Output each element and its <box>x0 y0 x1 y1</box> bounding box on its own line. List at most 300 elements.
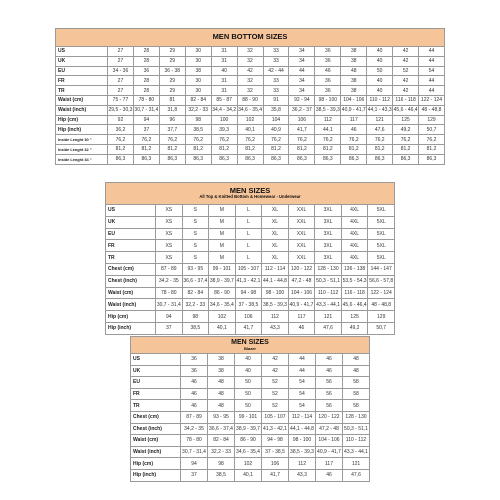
row-label: Waist (cm) <box>106 287 156 299</box>
table-cell: 37 <box>133 125 159 135</box>
table-cell: 81,2 <box>108 144 134 154</box>
table-cell: 47,6 <box>343 469 370 481</box>
table-cell: 49,2 <box>393 125 419 135</box>
table-cell: 54 <box>419 66 445 76</box>
table-cell: 86,3 <box>133 154 159 164</box>
table-cell: 42 <box>393 86 419 96</box>
table-cell: 42 <box>262 354 289 366</box>
table-cell: 42 <box>393 56 419 66</box>
table-cell: 33 <box>263 47 289 57</box>
table-row <box>106 205 395 217</box>
table-cell: 44,1 <box>315 125 341 135</box>
table-cell: 27 <box>108 47 134 57</box>
table-cell: 34,6 - 35,4 <box>238 107 263 114</box>
row-label: US <box>106 205 156 217</box>
table-cell: 43,3 - 44,1 <box>315 299 342 311</box>
table-cell: 86 - 90 <box>209 287 236 299</box>
table-cell: 34,2 - 35 <box>181 423 208 435</box>
table-cell: XXL <box>288 240 315 252</box>
table-cell: 56,6 - 57,8 <box>368 275 395 287</box>
table-cell: XS <box>156 228 183 240</box>
table-cell: 75 - 77 <box>108 95 134 105</box>
table-cell: 41,3 - 42,1 <box>262 423 289 435</box>
table-cell: S <box>182 205 209 217</box>
row-label: Chest (inch) <box>106 275 156 287</box>
table-cell: 58 <box>343 400 370 412</box>
table-cell: 34 <box>289 47 315 57</box>
table-cell: 32 <box>237 86 263 96</box>
table-row <box>56 95 445 105</box>
table-cell: 52 <box>262 377 289 389</box>
table-cell: XXL <box>288 228 315 240</box>
table-row <box>131 423 370 435</box>
table-cell: 125 <box>341 311 368 323</box>
table-cell: 27 <box>108 76 134 86</box>
table-cell: XS <box>156 252 183 264</box>
table-cell: 129 <box>419 115 445 125</box>
table-cell: 31 <box>211 47 237 57</box>
table-cell: 4XL <box>341 216 368 228</box>
table-cell: 29,5 - 30,3 <box>108 107 133 114</box>
table-cell: 81,2 <box>315 144 341 154</box>
table-cell: 43,3 - 44,1 <box>343 446 370 458</box>
table-cell: 50,7 <box>419 125 445 135</box>
table-cell: 47,6 <box>367 125 393 135</box>
table-cell: 32 <box>237 56 263 66</box>
table-cell: 86,3 <box>211 154 237 164</box>
table-cell: 38 <box>341 76 367 86</box>
table-cell: 76,2 <box>133 135 159 145</box>
table-row <box>56 56 445 66</box>
table-row <box>106 299 395 311</box>
table-cell: 98 - 100 <box>262 287 289 299</box>
table-cell: 76,2 <box>393 135 419 145</box>
table-cell: 46 <box>181 377 208 389</box>
table-cell: 76,2 <box>185 135 211 145</box>
table-cell: 78 - 80 <box>133 95 159 105</box>
row-label: Inside Lenght 30 " <box>56 135 108 145</box>
table-row <box>56 115 445 125</box>
table-cell: 121 <box>367 115 393 125</box>
table-row <box>106 228 395 240</box>
table-cell: 30,7 - 31,4 <box>134 107 159 114</box>
table-cell: 112 - 114 <box>289 411 316 423</box>
table-cell: 104 - 106 <box>316 435 343 447</box>
table-cell: 47,2 - 48 <box>316 423 343 435</box>
table-cell: XL <box>262 252 289 264</box>
table-cell: 3XL <box>315 216 342 228</box>
table-cell: 76,2 <box>419 135 445 145</box>
table-cell: 52 <box>393 66 419 76</box>
table-cell: 31 <box>211 86 237 96</box>
row-label: TR <box>56 86 108 96</box>
table-cell: 76,2 <box>367 135 393 145</box>
table-cell: 34 <box>289 76 315 86</box>
table-cell: 38 <box>341 86 367 96</box>
row-label: Hip (inch) <box>131 469 181 481</box>
table-cell: 44,1 - 43,3 <box>367 107 392 114</box>
table-cell: 58 <box>343 388 370 400</box>
table-title-row <box>106 183 395 205</box>
table-cell: 38,5 - 39,3 <box>262 299 289 311</box>
table-cell: 53,5 - 54,3 <box>341 275 368 287</box>
table-cell: 42 <box>262 365 289 377</box>
table-cell: 94 <box>156 311 183 323</box>
table-row <box>56 105 445 115</box>
table-cell: 112 <box>262 311 289 323</box>
table-cell: 112 <box>315 115 341 125</box>
table-cell: 48 <box>208 388 235 400</box>
table-cell: 110 - 112 <box>367 95 393 105</box>
table-row <box>106 216 395 228</box>
table-cell: 86 - 90 <box>235 435 262 447</box>
table-cell: 76,2 <box>341 135 367 145</box>
table-cell: 48 <box>343 365 370 377</box>
table-cell: 40,9 - 41,7 <box>288 299 315 311</box>
table-cell: L <box>235 205 262 217</box>
table-cell: 48 - 48,8 <box>368 299 395 311</box>
table-cell: 28 <box>133 47 159 57</box>
table-cell: 30 <box>185 86 211 96</box>
table-cell: 44,1 - 44,8 <box>289 423 316 435</box>
table-row <box>106 252 395 264</box>
table-cell: 85 - 87 <box>211 95 237 105</box>
table-cell: 38,5 <box>182 322 209 334</box>
table-cell: 4XL <box>341 240 368 252</box>
table-cell: 46 <box>288 322 315 334</box>
table-cell: XL <box>262 216 289 228</box>
table-cell: 104 - 106 <box>288 287 315 299</box>
table-cell: 98 <box>185 115 211 125</box>
table-cell: 36 <box>315 86 341 96</box>
table-cell: M <box>209 205 236 217</box>
table-cell: 50,3 - 51,1 <box>315 275 342 287</box>
table-cell: 29 <box>159 56 185 66</box>
table-cell: 5XL <box>368 252 395 264</box>
table-cell: 36 <box>181 365 208 377</box>
table-cell: 40 <box>367 76 393 86</box>
table-cell: 41,3 - 42,1 <box>235 275 262 287</box>
table-row <box>106 240 395 252</box>
table-cell: 47,6 <box>315 322 342 334</box>
table-cell: 41,7 <box>262 469 289 481</box>
table-cell: 86,3 <box>289 154 315 164</box>
table-cell: L <box>235 228 262 240</box>
table-cell: XXL <box>288 205 315 217</box>
table-cell: 34,2 - 35 <box>156 275 183 287</box>
table-title-row <box>131 337 370 354</box>
table-cell: 36,6 - 37,4 <box>182 275 209 287</box>
table-cell: 44 <box>289 365 316 377</box>
table-cell: 30 <box>185 47 211 57</box>
row-label: EU <box>106 228 156 240</box>
table-cell: 81,2 <box>263 144 289 154</box>
table-cell: 36 <box>181 354 208 366</box>
table-cell: M <box>209 228 236 240</box>
table-cell: 5XL <box>368 240 395 252</box>
table-cell: 37 - 38,5 <box>262 446 289 458</box>
table-cell: 54 <box>289 388 316 400</box>
table-row <box>131 400 370 412</box>
table-title-text: MEN SIZES <box>231 338 269 346</box>
table-cell: 81,2 <box>211 144 237 154</box>
table-cell: 48 <box>208 377 235 389</box>
table-cell: 45,6 - 46,4 <box>393 107 418 114</box>
table-title <box>106 183 395 205</box>
row-label: Waist (inch) <box>131 446 181 458</box>
table-cell: 35,8 <box>263 105 289 115</box>
table-cell: 104 - 106 <box>341 95 367 105</box>
table-cell: 46 <box>316 469 343 481</box>
table-row <box>56 76 445 86</box>
table-cell: 54 <box>289 400 316 412</box>
table-cell: 4XL <box>341 252 368 264</box>
row-label: Hip (cm) <box>106 311 156 323</box>
table-cell: 41,7 <box>289 125 315 135</box>
table-cell: 38,9 - 39,7 <box>209 275 236 287</box>
table-cell: 117 <box>341 115 367 125</box>
row-label: EU <box>131 377 181 389</box>
table-cell: 81,2 <box>367 144 393 154</box>
table-cell: 121 <box>315 311 342 323</box>
table-cell: 42 <box>393 76 419 86</box>
table-cell: 116 - 118 <box>341 287 368 299</box>
table-cell: 44,1 - 44,8 <box>262 275 289 287</box>
table-cell: 76,2 <box>211 135 237 145</box>
men-blazer-sizes-table <box>130 336 370 482</box>
table-cell: 34,4 - 34,2 <box>212 107 237 114</box>
table-cell: L <box>235 252 262 264</box>
table-row <box>106 275 395 287</box>
table-cell: 122 - 124 <box>368 287 395 299</box>
table-cell: 44 <box>419 47 445 57</box>
table-cell: 98 - 100 <box>315 95 341 105</box>
table-cell: 43,3 <box>289 469 316 481</box>
table-cell: 38 <box>208 365 235 377</box>
table-cell: 46 <box>181 388 208 400</box>
table-row <box>131 411 370 423</box>
table-cell: 29 <box>159 76 185 86</box>
table-cell: M <box>209 216 236 228</box>
table-cell: 31 <box>211 56 237 66</box>
table-cell: 32,2 - 33 <box>185 105 211 115</box>
table-cell: 36 <box>315 76 341 86</box>
table-cell: 38,9 - 39,7 <box>235 423 262 435</box>
table-cell: 36 <box>315 47 341 57</box>
table-cell: 136 - 138 <box>341 263 368 275</box>
table-cell: XL <box>262 240 289 252</box>
row-label: Inside Lenght 34 " <box>56 154 108 164</box>
table-title-text: MEN SIZES <box>229 186 271 196</box>
table-cell: S <box>182 216 209 228</box>
table-cell: 76,2 <box>159 135 185 145</box>
table-cell: 42 <box>237 66 263 76</box>
table-cell: 82 - 84 <box>208 435 235 447</box>
table-cell: 117 <box>288 311 315 323</box>
table-cell: 81,2 <box>133 144 159 154</box>
table-cell: 104 <box>263 115 289 125</box>
table-cell: L <box>235 240 262 252</box>
table-title-text: MEN BOTTOM SIZES <box>212 32 288 42</box>
row-label: Hip (inch) <box>56 125 108 135</box>
table-cell: 50 <box>235 377 262 389</box>
table-cell: 99 - 101 <box>209 263 236 275</box>
table-cell: 34 <box>289 56 315 66</box>
table-cell: 112 - 114 <box>262 263 289 275</box>
table-row <box>56 66 445 76</box>
table-cell: 31,8 <box>159 105 185 115</box>
table-cell: 91 <box>263 95 289 105</box>
table-cell: 46 <box>315 66 341 76</box>
table-cell: 4XL <box>341 205 368 217</box>
row-label: UK <box>56 56 108 66</box>
table-cell: 50,7 <box>368 322 395 334</box>
table-cell: 78 - 80 <box>156 287 183 299</box>
table-cell: 82 - 84 <box>185 95 211 105</box>
table-cell: 42 <box>393 47 419 57</box>
table-cell: 32,2 - 33 <box>208 446 235 458</box>
table-cell: 128 - 130 <box>343 411 370 423</box>
table-cell: 81,2 <box>185 144 211 154</box>
table-cell: 48 <box>341 66 367 76</box>
table-cell: 48 <box>343 354 370 366</box>
table-cell: 94 <box>181 458 208 470</box>
table-cell: 41,7 <box>235 322 262 334</box>
table-row <box>131 388 370 400</box>
table-cell: 38,5 <box>185 125 211 135</box>
table-cell: 87 - 89 <box>156 263 183 275</box>
table-cell: 58 <box>343 377 370 389</box>
table-cell: 93 - 95 <box>182 263 209 275</box>
row-label: Hip (cm) <box>56 115 108 125</box>
table-cell: 37 <box>156 322 183 334</box>
table-cell: 120 - 122 <box>288 263 315 275</box>
table-cell: 92 <box>108 115 134 125</box>
table-cell: 44 <box>289 66 315 76</box>
table-cell: 122 - 124 <box>419 95 445 105</box>
table-cell: 3XL <box>315 228 342 240</box>
table-cell: 3XL <box>315 205 342 217</box>
row-label: Hip (cm) <box>131 458 181 470</box>
table-cell: 110 - 112 <box>315 287 342 299</box>
row-label: TR <box>131 400 181 412</box>
table-cell: 36,6 - 37,4 <box>208 423 235 435</box>
table-cell: 106 <box>262 458 289 470</box>
table-subtitle: All Top & Knitted Bottom & Homewear - Underwear <box>199 194 301 200</box>
table-cell: 86,3 <box>263 154 289 164</box>
table-cell: 30,7 - 31,4 <box>181 446 208 458</box>
table-row <box>56 47 445 57</box>
table-row <box>131 354 370 366</box>
table-cell: 47,2 - 48 <box>288 275 315 287</box>
table-cell: 30 <box>185 56 211 66</box>
table-cell: 33 <box>263 56 289 66</box>
table-title <box>131 337 370 354</box>
table-cell: 86,3 <box>367 154 393 164</box>
table-cell: 120 - 122 <box>316 411 343 423</box>
table-cell: 38 <box>341 47 367 57</box>
table-cell: 3XL <box>315 252 342 264</box>
table-cell: 76,2 <box>108 135 134 145</box>
table-cell: 29 <box>159 47 185 57</box>
table-cell: 32 <box>237 47 263 57</box>
table-cell: M <box>209 240 236 252</box>
table-cell: 86,3 <box>419 154 445 164</box>
table-cell: XL <box>262 228 289 240</box>
table-cell: 81,2 <box>159 144 185 154</box>
table-cell: 37 <box>181 469 208 481</box>
table-cell: 86,3 <box>237 154 263 164</box>
row-label: Inside Lenght 32 " <box>56 144 108 154</box>
table-cell: 86,3 <box>185 154 211 164</box>
table-cell: 102 <box>237 115 263 125</box>
table-cell: 81,2 <box>289 144 315 154</box>
table-cell: 86,3 <box>341 154 367 164</box>
table-cell: 102 <box>209 311 236 323</box>
table-cell: 106 <box>289 115 315 125</box>
table-cell: 46 <box>316 365 343 377</box>
table-cell: 98 <box>182 311 209 323</box>
table-cell: 86,3 <box>159 154 185 164</box>
table-cell: S <box>182 252 209 264</box>
row-label: Hip (inch) <box>106 322 156 334</box>
table-cell: 34 - 36 <box>108 66 134 76</box>
table-cell: 34 <box>289 86 315 96</box>
row-label: Chest (cm) <box>131 411 181 423</box>
table-cell: 5XL <box>368 216 395 228</box>
table-cell: XS <box>156 205 183 217</box>
table-cell: 39,3 <box>211 125 237 135</box>
table-cell: 92 - 94 <box>289 95 315 105</box>
table-cell: 37 - 38,5 <box>235 299 262 311</box>
table-cell: 93 - 95 <box>208 411 235 423</box>
table-cell: 30,7 - 31,4 <box>156 299 183 311</box>
table-subtitle: Blazer <box>243 345 256 351</box>
table-cell: 38,5 <box>208 469 235 481</box>
table-cell: 36,2 <box>108 125 134 135</box>
table-cell: 81,2 <box>341 144 367 154</box>
table-cell: 125 <box>393 115 419 125</box>
row-label: UK <box>106 216 156 228</box>
table-cell: 56 <box>316 377 343 389</box>
table-row <box>131 377 370 389</box>
table-cell: 38 <box>341 56 367 66</box>
table-cell: 34,6 - 35,4 <box>235 446 262 458</box>
table-row <box>106 263 395 275</box>
table-cell: 38,5 - 39,3 <box>289 446 316 458</box>
row-label: US <box>56 47 108 57</box>
table-cell: 86,3 <box>393 154 419 164</box>
table-cell: 100 <box>211 115 237 125</box>
table-cell: 50 <box>235 388 262 400</box>
table-cell: XS <box>156 240 183 252</box>
table-cell: 94 - 98 <box>235 287 262 299</box>
table-cell: 98 - 100 <box>289 435 316 447</box>
table-cell: 50,3 - 51,1 <box>343 423 370 435</box>
table-cell: 52 <box>262 400 289 412</box>
table-cell: 3XL <box>315 240 342 252</box>
row-label: UK <box>131 365 181 377</box>
table-cell: 32 <box>237 76 263 86</box>
table-cell: 50 <box>235 400 262 412</box>
table-cell: 40,1 <box>237 125 263 135</box>
table-cell: 38 <box>185 66 211 76</box>
table-cell: 32,2 - 33 <box>182 299 209 311</box>
table-cell: 28 <box>133 56 159 66</box>
table-cell: 49,2 <box>341 322 368 334</box>
table-cell: 36 <box>133 66 159 76</box>
row-label: Waist (inch) <box>106 299 156 311</box>
